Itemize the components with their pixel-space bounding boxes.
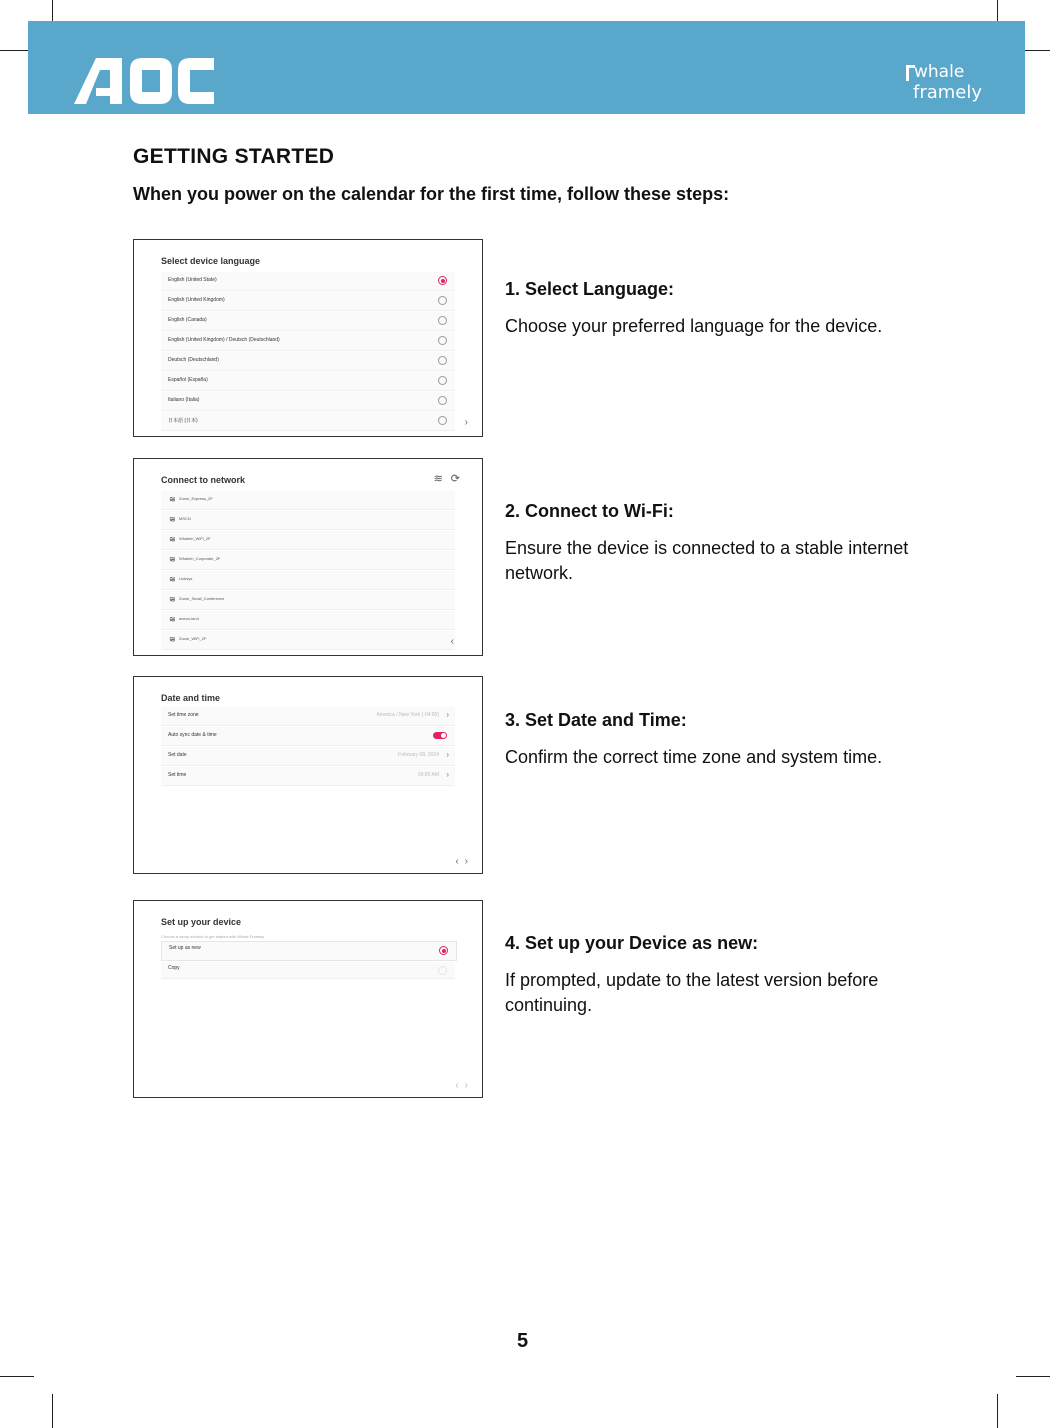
aoc-logo — [74, 58, 214, 104]
page-subtitle: When you power on the calendar for the first time, follow these steps: — [133, 184, 730, 204]
chevron-right-icon: › — [446, 770, 449, 779]
option-row[interactable]: Set up as new — [161, 941, 457, 961]
radio-icon[interactable] — [438, 316, 447, 325]
wifi-icon: ≋ — [169, 575, 176, 584]
step-title: 4. Set up your Device as new: — [505, 933, 759, 953]
list-item[interactable]: ≋ Whalein_WiFi_2F — [161, 531, 455, 550]
setting-row[interactable]: Set time 09:00 AM › — [161, 767, 455, 786]
wifi-screenshot — [133, 458, 483, 656]
step-text: Ensure the device is connected to a stable internet network. — [505, 538, 909, 583]
list-item[interactable]: 日本語 (日本) — [161, 412, 455, 431]
radio-icon[interactable] — [438, 356, 447, 365]
wifi-icon: ≋ — [169, 555, 176, 564]
wifi-icon: ≋ — [169, 495, 176, 504]
radio-icon[interactable] — [438, 296, 447, 305]
list-item[interactable]: ≋ Whalein_Corporate_2F — [161, 551, 455, 570]
wifi-icon: ≋ — [169, 595, 176, 604]
wifi-icon: ≋ — [169, 535, 176, 544]
screen-title: Connect to network — [161, 475, 246, 485]
chevron-right-icon: › — [446, 710, 449, 719]
logo-line1: whale — [914, 62, 965, 82]
radio-icon[interactable] — [438, 396, 447, 405]
datetime-screenshot — [133, 676, 483, 874]
screen-title: Set up your device — [161, 917, 242, 927]
list-item[interactable]: ≋ Zoom_WiFi_2F — [161, 631, 455, 650]
crop-mark — [52, 1394, 53, 1428]
screen-subtitle: Choose a setup method to get started with Whale Framely — [161, 934, 265, 939]
chevron-left-icon[interactable]: ‹ — [450, 636, 460, 647]
setup-screenshot — [133, 900, 483, 1098]
chevron-right-icon[interactable]: › — [464, 417, 474, 428]
radio-icon[interactable] — [439, 946, 448, 955]
step-title: 1. Select Language: — [505, 279, 675, 299]
chevron-right-icon: › — [446, 750, 449, 759]
pager-arrows-icon[interactable]: ‹› — [455, 1080, 474, 1091]
list-item[interactable]: English (United Kingdom) / Deutsch (Deutschland) — [161, 332, 455, 351]
wifi-icon: ≋ — [169, 615, 176, 624]
radio-icon[interactable] — [438, 376, 447, 385]
list-item[interactable]: ≋ aveon-lan4 — [161, 611, 455, 630]
wifi-icon: ≋ — [169, 515, 176, 524]
screen-title: Date and time — [161, 693, 221, 703]
language-screenshot — [133, 239, 483, 437]
page-number: 5 — [517, 1330, 529, 1352]
step-title: 2. Connect to Wi-Fi: — [505, 501, 674, 521]
list-item[interactable]: English (United Kingdom) — [161, 292, 455, 311]
wifi-icon: ≋ — [169, 635, 176, 644]
step-text: Confirm the correct time zone and system time. — [505, 747, 883, 767]
list-item[interactable]: English (United State) — [161, 272, 455, 291]
setting-row[interactable]: Set date February 08, 2024 › — [161, 747, 455, 766]
list-item[interactable]: ≋ Zoom_Small_Conference — [161, 591, 455, 610]
wifi-refresh-icon[interactable]: ≋⟳ — [433, 473, 468, 485]
step-text: If prompted, update to the latest version before continuing. — [505, 970, 879, 1015]
toggle-switch[interactable] — [433, 732, 447, 739]
logo-line2: framely — [913, 82, 983, 103]
step-text: Choose your preferred language for the device. — [505, 316, 883, 336]
step-title: 3. Set Date and Time: — [505, 710, 687, 730]
radio-icon[interactable] — [438, 276, 447, 285]
radio-icon[interactable] — [438, 336, 447, 345]
setting-row[interactable]: Auto sync date & time — [161, 727, 455, 746]
list-item[interactable]: English (Canada) — [161, 312, 455, 331]
crop-mark — [1016, 1376, 1050, 1377]
option-row[interactable]: Copy — [161, 962, 455, 979]
list-item[interactable]: Italiano (Italia) — [161, 392, 455, 411]
list-item[interactable]: Deutsch (Deutschland) — [161, 352, 455, 371]
list-item[interactable]: ≋ MSCN — [161, 511, 455, 530]
list-item[interactable]: ≋ Zoom_Express_2F — [161, 491, 455, 510]
list-item[interactable]: Español (España) — [161, 372, 455, 391]
crop-mark — [997, 1394, 998, 1428]
page-title: GETTING STARTED — [133, 145, 335, 168]
screen-title: Select device language — [161, 256, 261, 266]
pager-arrows-icon[interactable]: ‹› — [455, 856, 474, 867]
radio-icon[interactable] — [438, 966, 447, 975]
crop-mark — [0, 1376, 34, 1377]
setting-row[interactable]: Set time zone America / New York (-04:00) › — [161, 707, 455, 726]
list-item[interactable]: ≋ Linksys — [161, 571, 455, 590]
radio-icon[interactable] — [438, 416, 447, 425]
